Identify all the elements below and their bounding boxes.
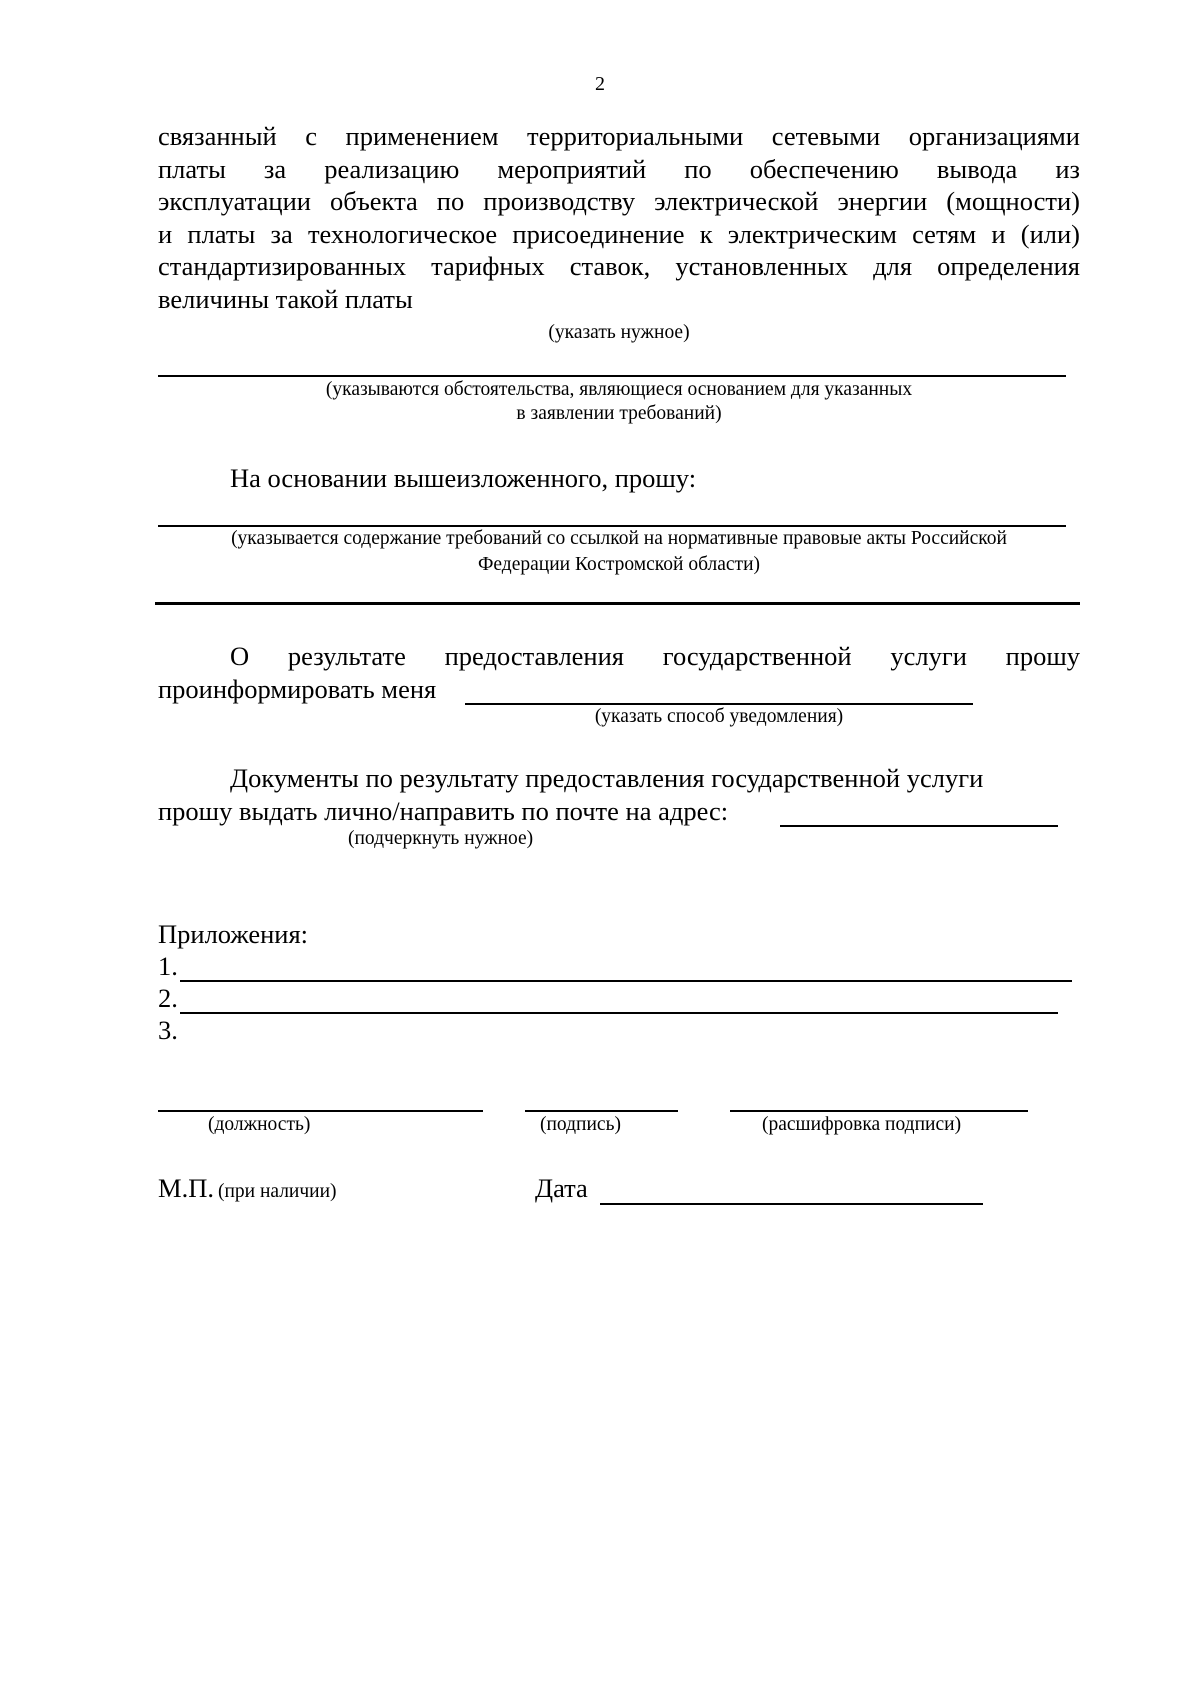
address-field[interactable] <box>780 825 1058 827</box>
attachments-title: Приложения: <box>158 919 309 949</box>
intro-line-5: стандартизированных тарифных ставок, установленных для определения <box>158 251 1080 281</box>
documents-line-2: прошу выдать лично/направить по почте на адрес: <box>158 795 729 826</box>
circumstances-hint-line-2: в заявлении требований) <box>516 403 722 424</box>
page-number: 2 <box>595 73 605 95</box>
notification-method-hint: (указать способ уведомления) <box>594 706 844 727</box>
circumstances-blank-line <box>158 375 1066 377</box>
circumstances-hint-line-1: (указываются обстоятельства, являющиеся основанием для указанных <box>325 379 913 400</box>
signature-hint: (подпись) <box>540 1114 621 1135</box>
intro-last-line: величины такой платы <box>158 283 413 314</box>
attachment-item-2-field[interactable] <box>180 1012 1058 1014</box>
documents-line-1: Документы по результату предоставления государственной услуги <box>230 763 984 793</box>
intro-hint: (указать нужное) <box>548 322 690 343</box>
signature-field[interactable] <box>525 1110 678 1112</box>
request-text: На основании вышеизложенного, прошу: <box>230 463 697 493</box>
documents-hint: (подчеркнуть нужное) <box>348 828 534 849</box>
date-label: Дата <box>535 1173 588 1203</box>
result-notice-line-1: О результате предоставления государственной услуги прошу <box>230 641 1080 671</box>
intro-line-1: связанный с применением территориальными сетевыми организациями <box>158 121 1080 151</box>
attachment-item-1-label: 1. <box>158 951 178 981</box>
date-field[interactable] <box>600 1203 983 1205</box>
stamp-block <box>158 1172 337 1205</box>
attachment-item-3-label: 3. <box>158 1015 178 1045</box>
intro-line-2: платы за реализацию мероприятий по обеспечению вывода из <box>158 153 1080 184</box>
signature-decoding-field[interactable] <box>730 1110 1028 1112</box>
separator-line <box>155 602 1080 605</box>
intro-line-3: эксплуатации объекта по производству электрической энергии (мощности) <box>158 186 1080 216</box>
request-hint-line-2: Федерации Костромской области) <box>478 554 760 575</box>
attachment-item-2-label: 2. <box>158 983 178 1013</box>
result-notice-line-2: проинформировать меня <box>158 673 437 704</box>
position-field[interactable] <box>158 1110 483 1112</box>
attachment-item-1-field[interactable] <box>180 980 1072 982</box>
stamp-label: М.П. <box>158 1173 214 1203</box>
position-hint: (должность) <box>208 1114 311 1135</box>
request-hint-line-1: (указывается содержание требований со ссылкой на нормативные правовые акты Российской <box>231 528 1007 549</box>
signature-decoding-hint: (расшифровка подписи) <box>762 1114 962 1135</box>
intro-line-4: и платы за технологическое присоединение к электрическим сетям и (или) <box>158 218 1080 249</box>
stamp-hint: (при наличии) <box>217 1181 337 1202</box>
